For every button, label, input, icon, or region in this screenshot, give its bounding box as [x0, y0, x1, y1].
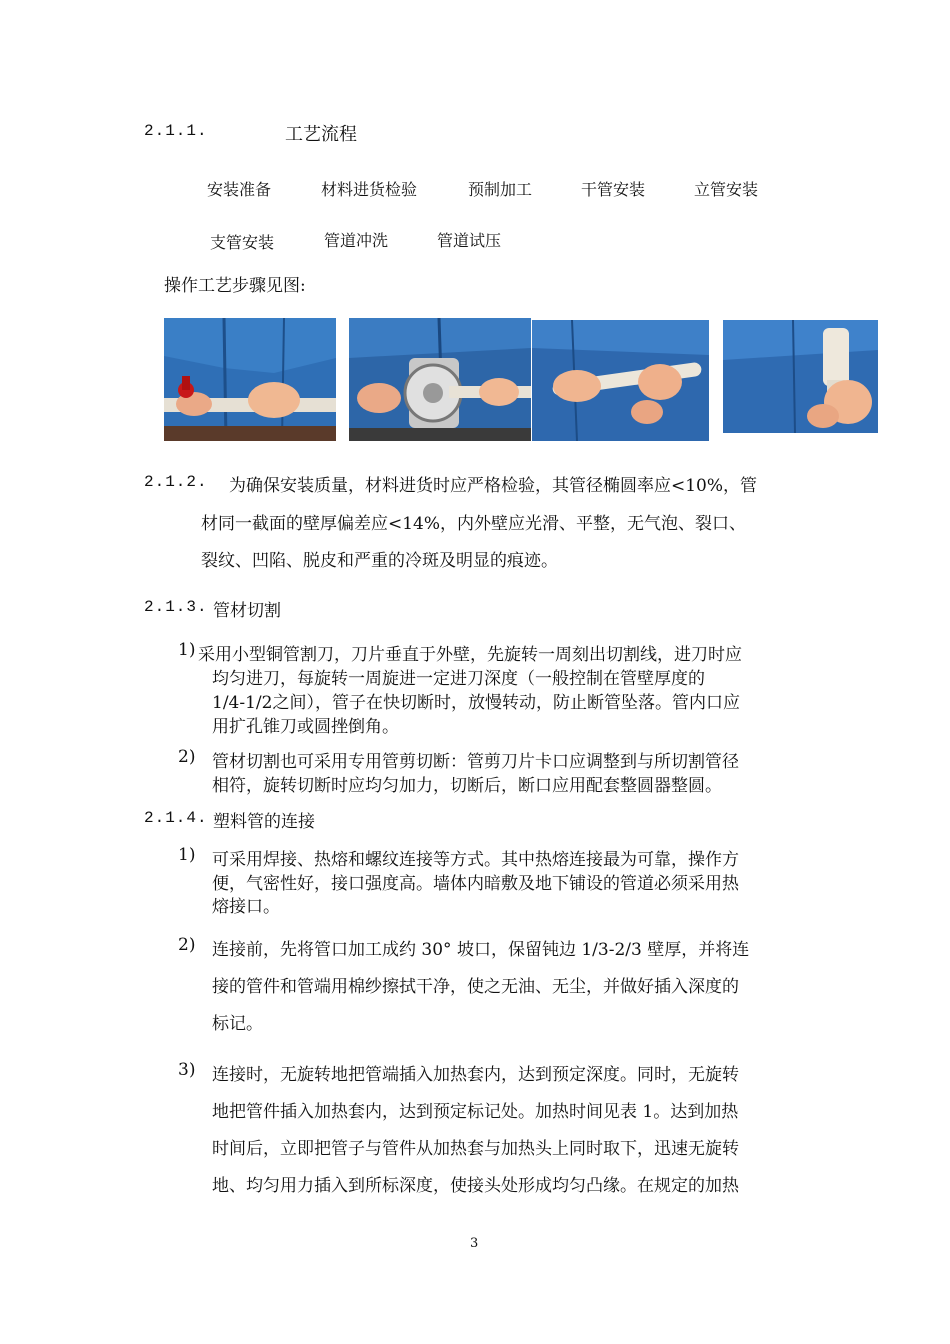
list-item-line: 接的管件和管端用棉纱擦拭干净，使之无油、无尘，并做好插入深度的 — [212, 977, 739, 997]
list-item-line: 管材切割也可采用专用管剪切断：管剪刀片卡口应调整到与所切割管径 — [212, 752, 739, 772]
flow-step-6: 支管安装 — [210, 233, 275, 252]
list-item-line: 1/4-1/2之间），管子在快切断时，放慢转动，防止断管坠落。管内口应 — [212, 693, 740, 713]
list-item-line: 便，气密性好，接口强度高。墙体内暗敷及地下铺设的管道必须采用热 — [212, 874, 739, 894]
section-2-1-2-line-1: 为确保安装质量，材料进货时应严格检验，其管径椭圆率应<10%，管 — [229, 476, 758, 496]
flow-step-4: 干管安装 — [581, 180, 646, 199]
list-item-line: 可采用焊接、热熔和螺纹连接等方式。其中热熔连接最为可靠，操作方 — [212, 850, 739, 870]
list-marker: 1) — [178, 845, 196, 865]
flow-step-7: 管道冲洗 — [324, 231, 389, 250]
steps-caption: 操作工艺步骤见图: — [164, 276, 306, 296]
list-item-line: 采用小型铜管割刀，刀片垂直于外壁，先旋转一周刻出切割线，进刀时应 — [198, 645, 742, 665]
section-title-2-1-1: 工艺流程 — [285, 124, 357, 145]
flow-step-2: 材料进货检验 — [321, 180, 418, 199]
machine-photo-icon — [349, 318, 531, 441]
list-item-line: 熔接口。 — [212, 897, 280, 917]
list-item-line: 地、均匀用力插入到所标深度，使接头处形成均匀凸缘。在规定的加热 — [212, 1176, 739, 1196]
list-item-line: 标记。 — [212, 1014, 263, 1034]
list-marker: 2) — [178, 747, 196, 767]
flow-step-3: 预制加工 — [468, 180, 533, 199]
section-title-2-1-3: 管材切割 — [213, 601, 281, 621]
list-marker: 3) — [178, 1060, 196, 1080]
section-title-2-1-4: 塑料管的连接 — [213, 812, 315, 832]
list-marker: 2) — [178, 935, 196, 955]
flow-step-1: 安装准备 — [207, 180, 272, 199]
list-item-line: 地把管件插入加热套内，达到预定标记处。加热时间见表 1。达到加热 — [212, 1102, 739, 1122]
section-number-2-1-2: 2.1.2. — [144, 473, 208, 491]
cutting-photo-icon — [164, 318, 336, 441]
flow-step-5: 立管安装 — [694, 180, 759, 199]
section-number-2-1-3: 2.1.3. — [144, 598, 208, 616]
page-number: 3 — [470, 1236, 479, 1251]
list-item-line: 用扩孔锥刀或圆挫倒角。 — [212, 717, 399, 737]
list-item-line: 相符，旋转切断时应均匀加力，切断后，断口应用配套整圆器整圆。 — [212, 776, 722, 796]
heating-photo-icon — [532, 320, 709, 441]
section-2-1-2-line-3: 裂纹、凹陷、脱皮和严重的冷斑及明显的痕迹。 — [201, 551, 558, 571]
list-marker: 1) — [178, 640, 196, 660]
list-item-line: 连接前，先将管口加工成约 30° 坡口，保留钝边 1/3-2/3 壁厚，并将连 — [212, 940, 750, 960]
list-item-line: 连接时，无旋转地把管端插入加热套内，达到预定深度。同时，无旋转 — [212, 1065, 739, 1085]
section-2-1-2-line-2: 材同一截面的壁厚偏差应<14%，内外壁应光滑、平整，无气泡、裂口、 — [201, 514, 747, 534]
list-item-line: 时间后，立即把管子与管件从加热套与加热头上同时取下，迅速无旋转 — [212, 1139, 739, 1159]
section-number-2-1-1: 2.1.1. — [144, 122, 208, 140]
list-item-line: 均匀进刀，每旋转一周旋进一定进刀深度（一般控制在管壁厚度的 — [212, 669, 705, 689]
joint-photo-icon — [723, 320, 878, 433]
flow-step-8: 管道试压 — [437, 231, 502, 250]
section-number-2-1-4: 2.1.4. — [144, 809, 208, 827]
